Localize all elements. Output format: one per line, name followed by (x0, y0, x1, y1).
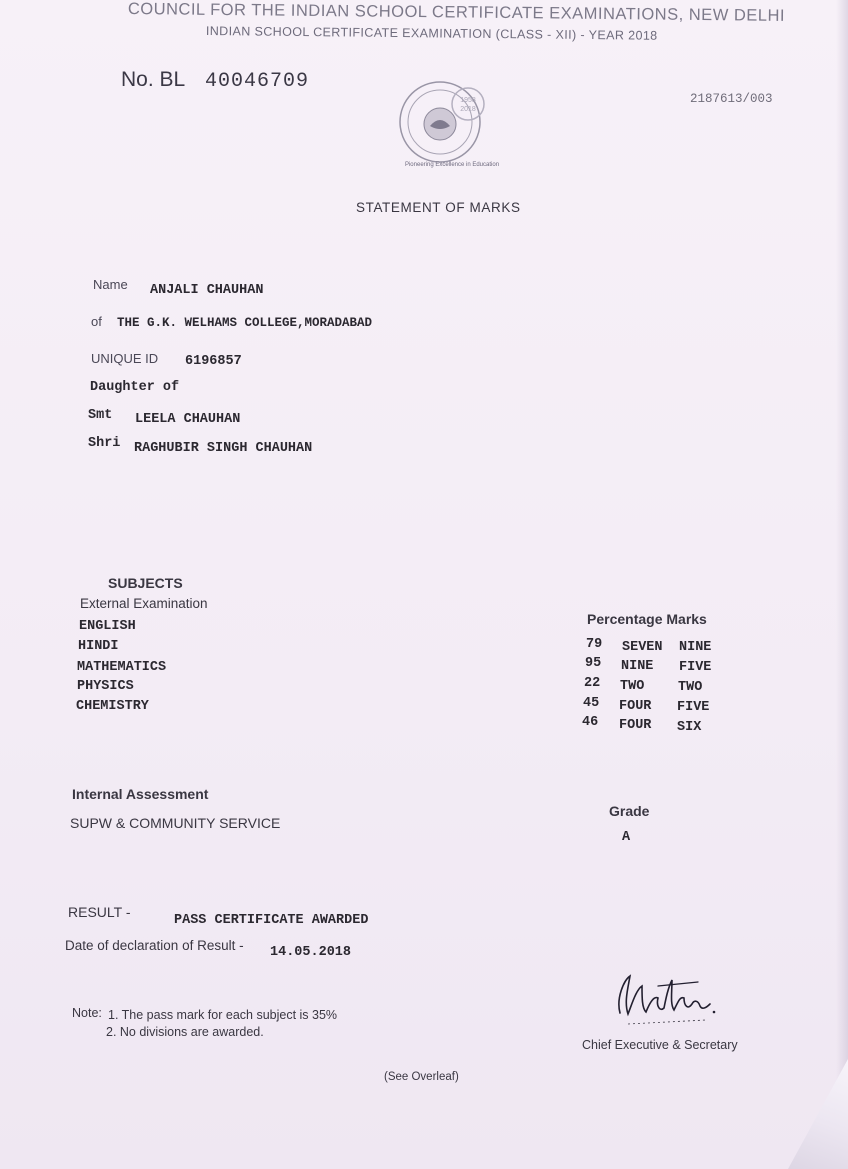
subjects-heading: SUBJECTS (108, 575, 183, 591)
marks-word-1: FOUR (619, 718, 652, 733)
result-value: PASS CERTIFICATE AWARDED (174, 913, 369, 928)
internal-subject: SUPW & COMMUNITY SERVICE (70, 815, 281, 831)
marks-word-2: TWO (678, 680, 703, 695)
result-label: RESULT - (68, 904, 131, 920)
reference-number: 2187613/003 (690, 92, 773, 106)
father-name: RAGHUBIR SINGH CHAUHAN (134, 441, 313, 456)
subject-marks: 45 (583, 696, 600, 711)
subject-name: PHYSICS (77, 679, 134, 694)
candidate-name: ANJALI CHAUHAN (150, 283, 264, 298)
seal-motto: Pioneering Excellence in Education (404, 162, 500, 168)
marks-word-1: FOUR (619, 699, 652, 714)
page-edge-shadow (836, 0, 848, 1169)
council-heading: COUNCIL FOR THE INDIAN SCHOOL CERTIFICATE EXAMINATIONS, NEW DELHI (127, 0, 786, 25)
mother-name: LEELA CHAUHAN (135, 412, 241, 427)
subject-name: CHEMISTRY (76, 699, 149, 714)
marks-word-1: SEVEN (622, 640, 663, 655)
marks-word-2: SIX (677, 720, 702, 735)
exam-heading: INDIAN SCHOOL CERTIFICATE EXAMINATION (CLASS - XII) - YEAR 2018 (205, 24, 658, 43)
marks-word-2: NINE (679, 640, 712, 655)
marks-word-1: NINE (621, 659, 654, 674)
page-corner-fold (788, 1059, 848, 1169)
external-exam-label: External Examination (80, 596, 208, 611)
council-seal-icon (392, 74, 512, 174)
declaration-date: 14.05.2018 (270, 945, 352, 960)
declaration-date-label: Date of declaration of Result - (65, 938, 244, 953)
internal-assessment-heading: Internal Assessment (72, 786, 209, 802)
seal-year-bottom: 2018 (460, 106, 476, 113)
school-name: THE G.K. WELHAMS COLLEGE,MORADABAD (117, 316, 373, 330)
grade-heading: Grade (609, 803, 650, 819)
signatory-title: Chief Executive & Secretary (582, 1038, 738, 1052)
subject-marks: 46 (582, 715, 599, 730)
note-line-2: 2. No divisions are awarded. (106, 1025, 264, 1039)
marks-word-1: TWO (620, 679, 645, 694)
subject-name: HINDI (78, 639, 119, 654)
subject-name: MATHEMATICS (77, 660, 167, 675)
note-prefix: Note: (72, 1006, 102, 1020)
relation-label: Daughter of (90, 380, 180, 395)
unique-id: 6196857 (185, 354, 242, 369)
subject-marks: 95 (585, 656, 602, 671)
certificate-number-label: No. BL (121, 68, 186, 91)
uid-label: UNIQUE ID (91, 351, 159, 366)
see-overleaf-note: (See Overleaf) (384, 1071, 459, 1083)
of-label: of (91, 314, 102, 329)
note-line-1: 1. The pass mark for each subject is 35% (108, 1008, 338, 1022)
percentage-marks-heading: Percentage Marks (587, 611, 707, 627)
marks-word-2: FIVE (679, 660, 712, 675)
mother-label: Smt (88, 408, 113, 423)
father-label: Shri (88, 436, 121, 451)
grade-value: A (622, 830, 631, 845)
subject-marks: 22 (584, 676, 601, 691)
handwritten-signature-icon (598, 968, 728, 1030)
marks-word-2: FIVE (677, 700, 710, 715)
subject-marks: 79 (586, 637, 603, 652)
subject-name: ENGLISH (79, 619, 136, 634)
seal-year-top: 1958 (460, 97, 476, 104)
name-label: Name (93, 277, 128, 292)
page-title: STATEMENT OF MARKS (356, 200, 521, 215)
certificate-number: 40046709 (205, 70, 310, 93)
